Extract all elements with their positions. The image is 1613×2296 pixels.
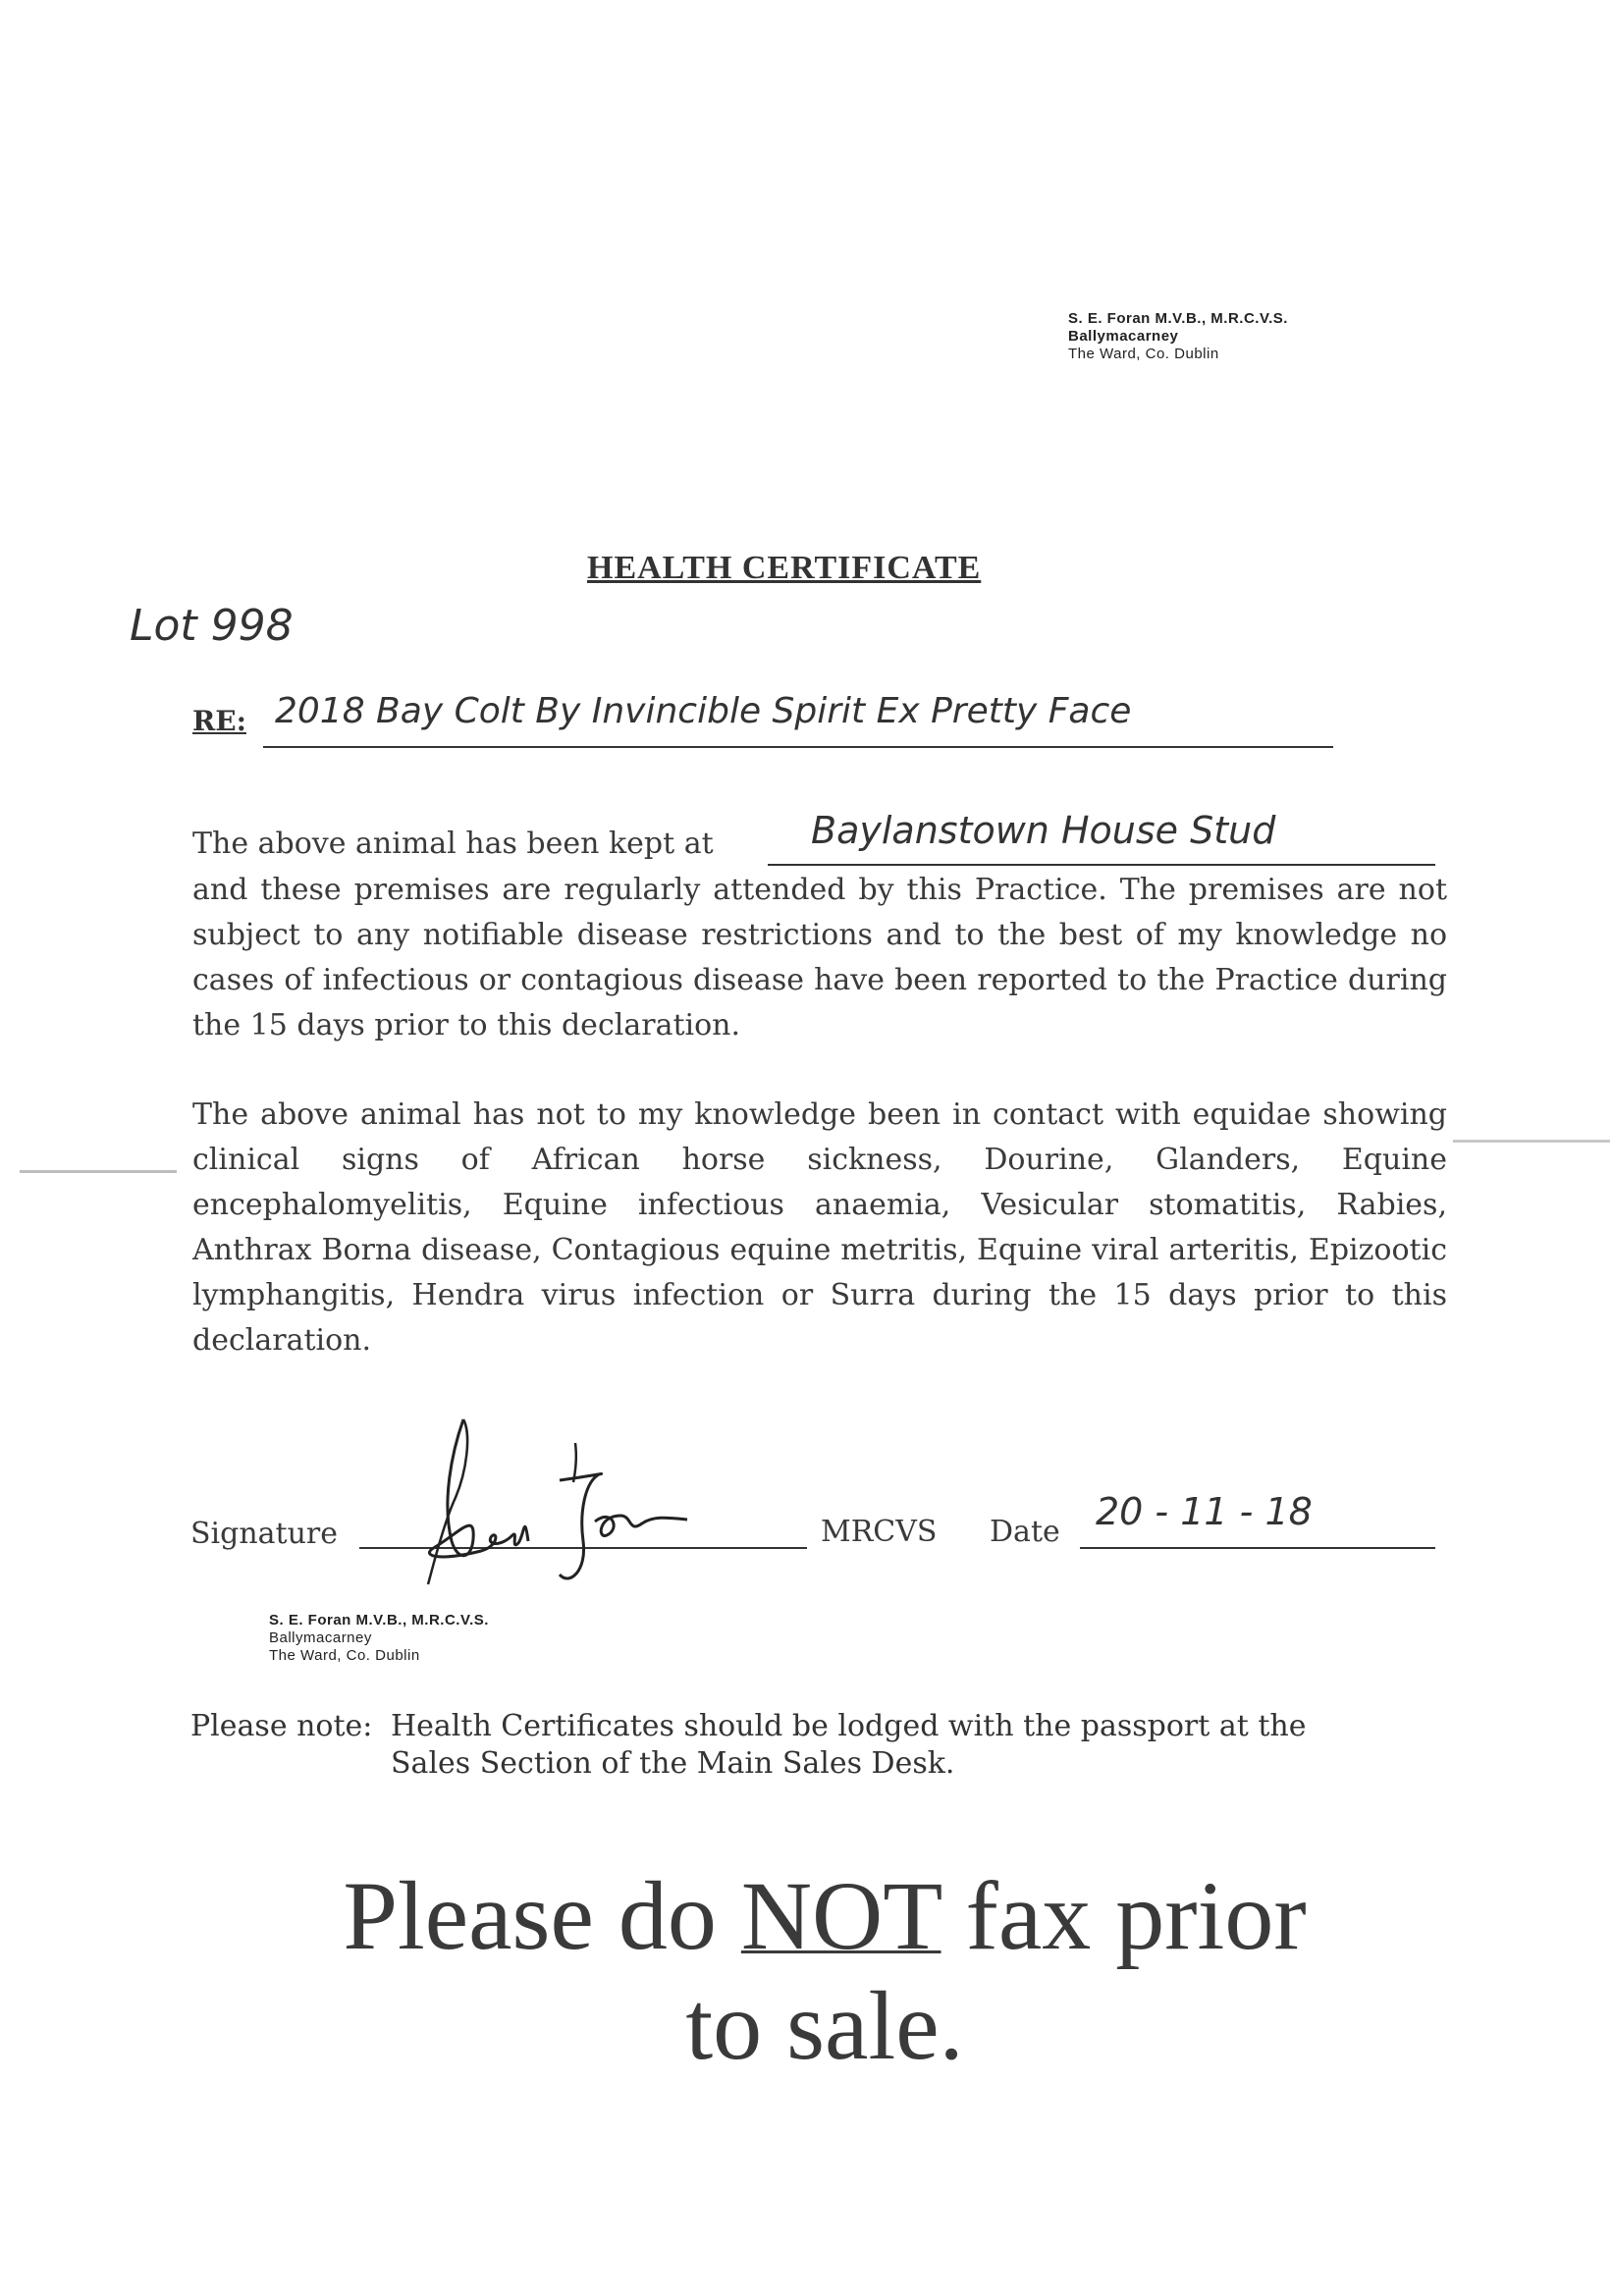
signature-label: Signature (190, 1517, 339, 1551)
fax-notice-part-2: fax prior (965, 1861, 1307, 1970)
note-line-2: Sales Section of the Main Sales Desk. (391, 1746, 955, 1781)
practice-stamp-top (1068, 310, 1288, 363)
fax-notice-part-1: Please do (343, 1861, 717, 1970)
stamp-bottom-address-2: The Ward, Co. Dublin (269, 1647, 420, 1664)
date-label: Date (990, 1515, 1060, 1549)
stamp-bottom-name: S. E. Foran M.V.B., M.R.C.V.S. (269, 1612, 489, 1629)
kept-at-underline (768, 864, 1435, 866)
practice-stamp-bottom (269, 1612, 489, 1665)
scan-artifact-right (1453, 1140, 1610, 1143)
kept-at-handwritten-value: Baylanstown House Stud (811, 809, 1276, 852)
stamp-top-address-1: Ballymacarney (1068, 328, 1179, 345)
fax-notice-emphasis: NOT (740, 1861, 941, 1970)
stamp-top-address-2: The Ward, Co. Dublin (1068, 346, 1219, 362)
date-line (1080, 1547, 1435, 1549)
re-label-text: RE: (192, 705, 246, 737)
re-underline (263, 746, 1333, 748)
kept-at-label: The above animal has been kept at (192, 827, 714, 861)
handwritten-signature (403, 1414, 726, 1590)
scan-artifact-left (20, 1170, 177, 1173)
note-line-1: Health Certificates should be lodged with the passport at the (391, 1709, 1307, 1743)
note-label: Please note: (190, 1709, 373, 1743)
stamp-bottom-address-1: Ballymacarney (269, 1629, 372, 1646)
page-title: HEALTH CERTIFICATE (587, 550, 982, 586)
mrcvs-label: MRCVS (821, 1515, 938, 1549)
stamp-top-name: S. E. Foran M.V.B., M.R.C.V.S. (1068, 310, 1288, 327)
handwritten-lot-number: Lot 998 (130, 601, 294, 651)
paragraph-contact-declaration: The above animal has not to my knowledge been in contact with equidae showing clinical signs of African horse sickness, Dourine, Glanders, Equine encephalomyelitis, Equine infectious anaemia, Vesicular stomatitis, Rabies, Anthrax Borna disease, Contagious equine metritis, Equine viral arteritis, Epizootic lymphangitis, Hendra virus infection or Surra during the 15 days prior to this declaration. (192, 1097, 1447, 1358)
fax-notice-line-2: to sale. (685, 1971, 964, 2080)
fax-notice (157, 1861, 1492, 2081)
date-handwritten-value: 20 - 11 - 18 (1096, 1490, 1313, 1533)
re-label (192, 705, 246, 737)
re-handwritten-value: 2018 Bay Colt By Invincible Spirit Ex Pretty Face (275, 691, 1132, 731)
paragraph-premises: and these premises are regularly attended by this Practice. The premises are not subject to any notifiable disease restrictions and to the best of my knowledge no cases of infectious or contagious disease have been reported to the Practice during the 15 days prior to this declaration. (192, 873, 1447, 1042)
fax-notice-line-1 (157, 1861, 1492, 1971)
